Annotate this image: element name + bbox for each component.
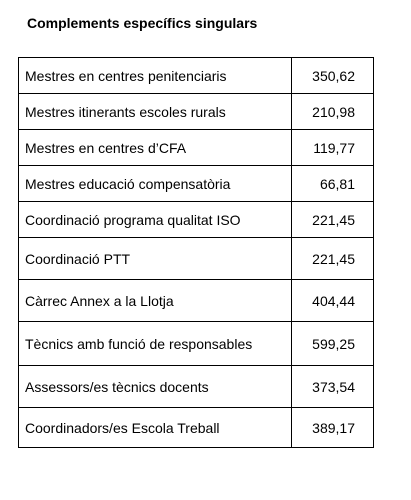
table-row: [19, 166, 374, 202]
row-value: 389,17: [292, 408, 374, 448]
complements-table: [18, 57, 374, 448]
table-row: [19, 280, 374, 322]
row-value: 373,54: [292, 366, 374, 408]
row-value: 404,44: [292, 280, 374, 322]
row-label: Mestres en centres d’CFA: [19, 130, 292, 166]
row-label: Tècnics amb funció de responsables: [19, 322, 292, 366]
row-label: Assessors/es tècnics docents: [19, 366, 292, 408]
table-row: [19, 130, 374, 166]
row-label: Mestres educació compensatòria: [19, 166, 292, 202]
table-row: [19, 202, 374, 238]
table-row: [19, 238, 374, 280]
row-value: 210,98: [292, 94, 374, 130]
row-value: 221,45: [292, 238, 374, 280]
row-label: Coordinació programa qualitat ISO: [19, 202, 292, 238]
row-value: 119,77: [292, 130, 374, 166]
row-value: 221,45: [292, 202, 374, 238]
row-value: 350,62: [292, 58, 374, 94]
table-row: [19, 408, 374, 448]
table-title: Complements específics singulars: [27, 15, 258, 31]
row-label: Coordinadors/es Escola Treball: [19, 408, 292, 448]
row-label: Mestres en centres penitenciaris: [19, 58, 292, 94]
table-row: [19, 366, 374, 408]
table-row: [19, 94, 374, 130]
row-value: 66,81: [292, 166, 374, 202]
row-label: Mestres itinerants escoles rurals: [19, 94, 292, 130]
row-label: Càrrec Annex a la Llotja: [19, 280, 292, 322]
row-label: Coordinació PTT: [19, 238, 292, 280]
table-row: [19, 58, 374, 94]
table-row: [19, 322, 374, 366]
row-value: 599,25: [292, 322, 374, 366]
